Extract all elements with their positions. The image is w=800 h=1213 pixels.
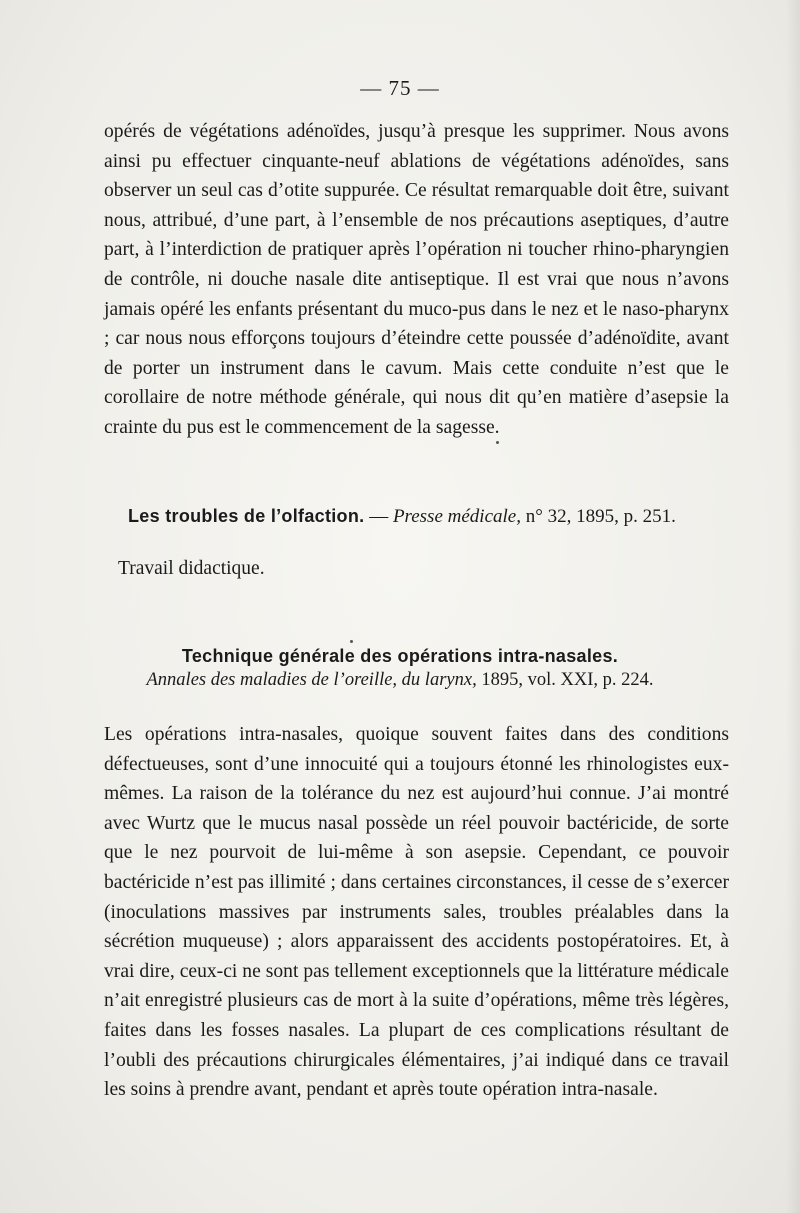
section-source: [0, 670, 800, 691]
entry-description: Travail didactique.: [118, 558, 265, 579]
bibliography-entry-olfaction: [128, 506, 748, 528]
ink-speck: [350, 640, 353, 643]
ink-speck: [496, 441, 499, 444]
entry-dash: —: [364, 506, 393, 527]
section-title: Technique générale des opérations intra-nasales.: [181, 646, 619, 666]
entry-title: Les troubles de l’olfaction.: [128, 506, 365, 526]
page-number: — 75 —: [360, 76, 440, 100]
section-reference: 1895, vol. XXI, p. 224.: [476, 670, 654, 690]
article-continuation-paragraph: opérés de végétations adénoïdes, jusqu’à presque les supprimer. Nous avons ainsi pu effectuer cinquante-neuf ablations de végétations adénoïdes, sans observer un seul cas d’otite suppurée. Ce résultat remarquable doit être, suivant nous, attribué, d’une part, à l’ensemble de nos précautions aseptiques, d’autre part, à l’interdiction de pratiquer après l’opération ni toucher rhino-pharyngien de contrôle, ni douche nasale dite antiseptique. Il est vrai que nous n’avons jamais opéré les enfants présentant du muco-pus dans le nez et le naso-pharynx ; car nous nous efforçons toujours d’éteindre cette poussée d’adénoïdite, avant de porter un instrument dans le cavum. Mais cette conduite n’est que le corollaire de notre méthode générale, qui nous dit qu’en matière d’asepsie la crainte du pus est le commencement de la sagesse.: [104, 121, 729, 438]
entry-journal: Presse médicale,: [392, 506, 521, 527]
section-body-paragraph: Les opérations intra-nasales, quoique souvent faites dans des conditions défectueuses, sont d’une innocuité qui a toujours étonné les rhinologistes eux-mêmes. La raison de la tolérance du nez est aujourd’hui connue. J’ai montré avec Wurtz que le mucus nasal possède un réel pouvoir bactéricide, de sorte que le nez pourvoit de lui-même à son asepsie. Cependant, ce pouvoir bactéricide n’est pas illimité ; dans certaines circonstances, il cesse de s’exercer (inoculations massives par instruments sales, troubles préalables dans la sécrétion muqueuse) ; alors apparaissent des accidents postopératoires. Et, à vrai dire, ceux-ci ne sont pas tellement exceptionnels que la littérature médicale n’ait enregistré plusieurs cas de mort à la suite d’opérations, même très légères, faites dans les fosses nasales. La plupart de ces complications résultant de l’oubli des précautions chirurgicales élémentaires, j’ai indiqué dans ce travail les soins à prendre avant, pendant et après toute opération intra-nasale.: [104, 724, 729, 1101]
page-edge-shadow: [786, 0, 800, 1213]
section-journal: Annales des maladies de l’oreille, du larynx,: [146, 670, 477, 690]
entry-reference: n° 32, 1895, p. 251.: [520, 506, 676, 527]
